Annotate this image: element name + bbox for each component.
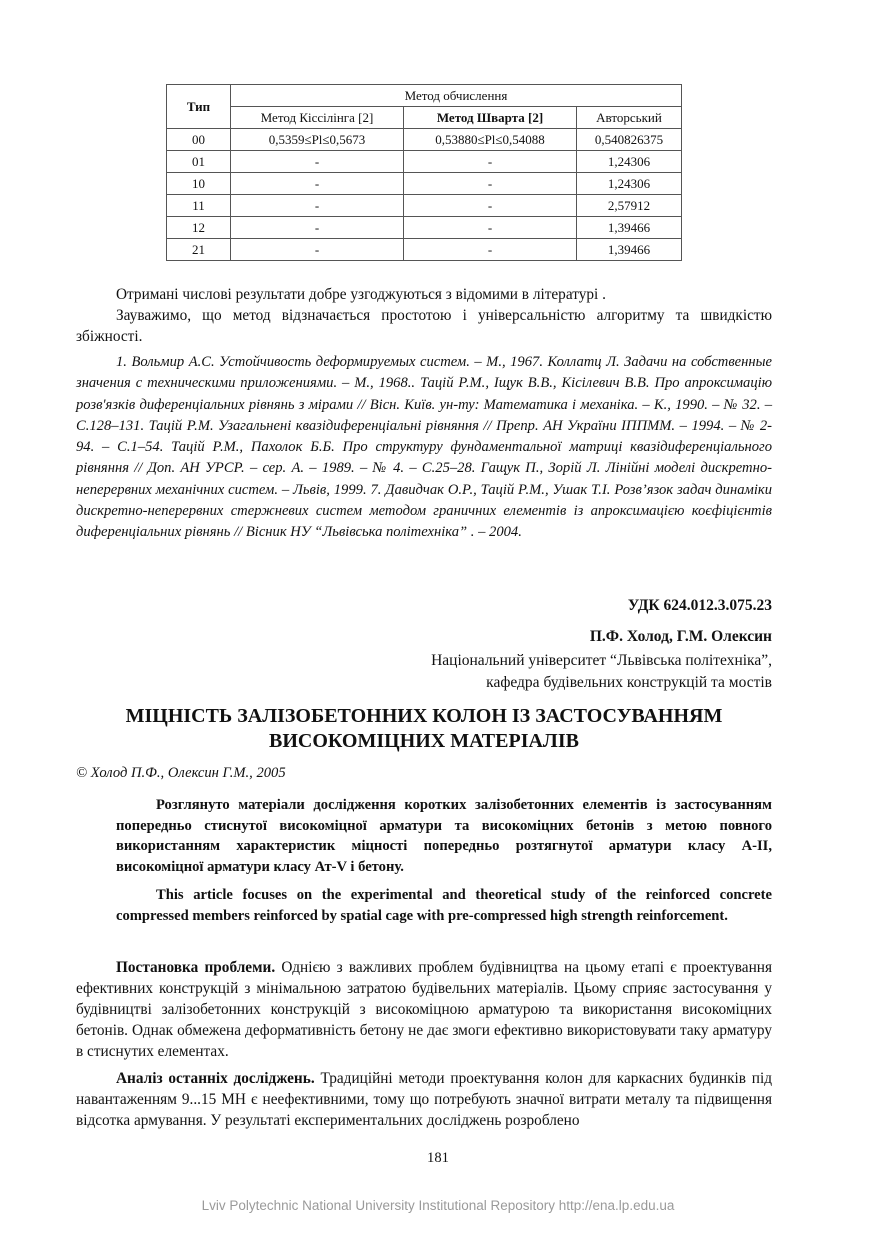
table-cell: -: [231, 151, 404, 173]
table-header-kissiling: Метод Кіссілінга [2]: [231, 107, 404, 129]
references-list: 1. Вольмир А.С. Устойчивость деформируемых систем. – М., 1967. Коллатц Л. Задачи на собственные значения с техническими приложениями. – М., 1968.. Тацій Р.М., Іщук В.В., Кісілевич В.В. Про апроксимацію розв'язків диференціальних рівнянь з мірами // Вісн. Київ. ун-ту: Математика і механіка. – К., 1990. – № 32. – С.128–131. Тацій Р.М. Узагальнені квазідиференціальні рівняння // Препр. АН України ІППММ. – 1994. – № 2-94. – С.1–54. Тацій Р.М., Пахолок Б.Б. Про структуру фундаментальної матриці квазідиференціального рівняння // Доп. АН УРСР. – сер. А. – 1989. – № 4. – С.25–28. Гащук П., Зорій Л. Лінійні моделі дискретно-неперервних механічних систем. – Львів, 1999. 7. Давидчак О.Р., Тацій Р.М., Ушак Т.І. Розв’язок задач динаміки дискретно-неперервних стержневих систем методом граничних елементів із апроксимацією коєфіцієнтів диференціальних рівнянь // Вісник НУ “Львівська політехніка” . – 2004.: [76, 354, 772, 541]
table-cell: -: [231, 217, 404, 239]
table-cell: -: [231, 239, 404, 261]
affiliation-department: кафедра будівельних конструкцій та мостів: [486, 674, 772, 691]
table-cell: 2,57912: [577, 195, 682, 217]
table-cell: 12: [167, 217, 231, 239]
table-cell: -: [404, 151, 577, 173]
table-row: [167, 129, 682, 151]
problem-statement-heading: Постановка проблеми.: [116, 959, 276, 976]
problem-statement-paragraph: [76, 957, 772, 1062]
abstract-ukrainian: Розглянуто матеріали дослідження коротких залізобетонних елементів із застосуванням попередньо стиснутої високоміцної арматури та високоміцних бетонів з метою повного використанням характеристик міцності попередньо розтягнутої арматури класу А-ІІ, високоміцної арматури класу Ат-V і бетону.: [116, 797, 772, 875]
table-cell: -: [404, 195, 577, 217]
recent-research-heading: Аналіз останніх досліджень.: [116, 1070, 315, 1087]
recent-research-text: Традиційні методи проектування колон для каркасних будинків під навантаженням 9...15 МН є неефективними, тому що потребують значної витрати металу та підвищення відсотка армування. У результаті експериментальних досліджень розроблено: [76, 1070, 772, 1129]
table-cell: -: [404, 217, 577, 239]
recent-research-paragraph: [76, 1068, 772, 1131]
table-cell: 1,24306: [577, 173, 682, 195]
table-cell: 00: [167, 129, 231, 151]
table-row: [167, 195, 682, 217]
results-table: [166, 84, 682, 261]
table-cell: 10: [167, 173, 231, 195]
remark-paragraph: Зауважимо, що метод відзначається простотою і універсальністю алгоритму та швидкістю збіжності.: [76, 307, 772, 345]
table-header-schwart: Метод Шварта [2]: [404, 107, 577, 129]
table-cell: 0,540826375: [577, 129, 682, 151]
table-header-method-group: Метод обчислення: [231, 85, 682, 107]
repository-footer: Lviv Polytechnic National University Institutional Repository http://ena.lp.edu.ua: [201, 1198, 675, 1213]
abstract-english: This article focuses on the experimental and theoretical study of the reinforced concrete compressed members reinforced by spatial cage with pre-compressed high strength reinforcement.: [116, 887, 772, 924]
title-line-1: МІЦНІСТЬ ЗАЛІЗОБЕТОННИХ КОЛОН ІЗ ЗАСТОСУВАННЯМ: [125, 705, 723, 727]
table-row: [167, 239, 682, 261]
copyright: © Холод П.Ф., Олексин Г.М., 2005: [76, 765, 286, 781]
table-cell: -: [404, 239, 577, 261]
table-cell: 1,24306: [577, 151, 682, 173]
problem-statement-text: Однією з важливих проблем будівництва на цьому етапі є проектування ефективних конструкцій з мінімальною затратою будівельних матеріалів. Цьому сприяє застосування у будівництві залізобетонних конструкцій з високоміцною арматурою та використання високоміцних бетонів. Однак обмежена деформативність бетону не дає змоги ефективно використовувати таку арматуру в стиснутих елементах.: [76, 959, 773, 1060]
table-cell: -: [231, 173, 404, 195]
table-cell: 21: [167, 239, 231, 261]
authors: П.Ф. Холод, Г.М. Олексин: [589, 628, 772, 645]
title-line-2: ВИСОКОМІЦНИХ МАТЕРІАЛІВ: [269, 730, 579, 752]
table-row: [167, 173, 682, 195]
udk-code: УДК 624.012.3.075.23: [627, 597, 772, 614]
table-cell: -: [231, 195, 404, 217]
table-cell: 11: [167, 195, 231, 217]
table-cell: 0,5359≤Pl≤0,5673: [231, 129, 404, 151]
table-row: [167, 151, 682, 173]
table-cell: 1,39466: [577, 239, 682, 261]
table-cell: 1,39466: [577, 217, 682, 239]
page-number: 181: [427, 1150, 449, 1166]
results-paragraph: Отримані числові результати добре узгоджуються з відомими в літературі .: [116, 286, 606, 303]
table-cell: 0,53880≤Pl≤0,54088: [404, 129, 577, 151]
table-header-type: Тип: [167, 85, 231, 129]
table-row: [167, 217, 682, 239]
table-cell: -: [404, 173, 577, 195]
table-cell: 01: [167, 151, 231, 173]
article-title: [76, 704, 772, 754]
affiliation-university: Національний університет “Львівська політехніка”,: [431, 652, 772, 669]
table-header-author: Авторський: [577, 107, 682, 129]
